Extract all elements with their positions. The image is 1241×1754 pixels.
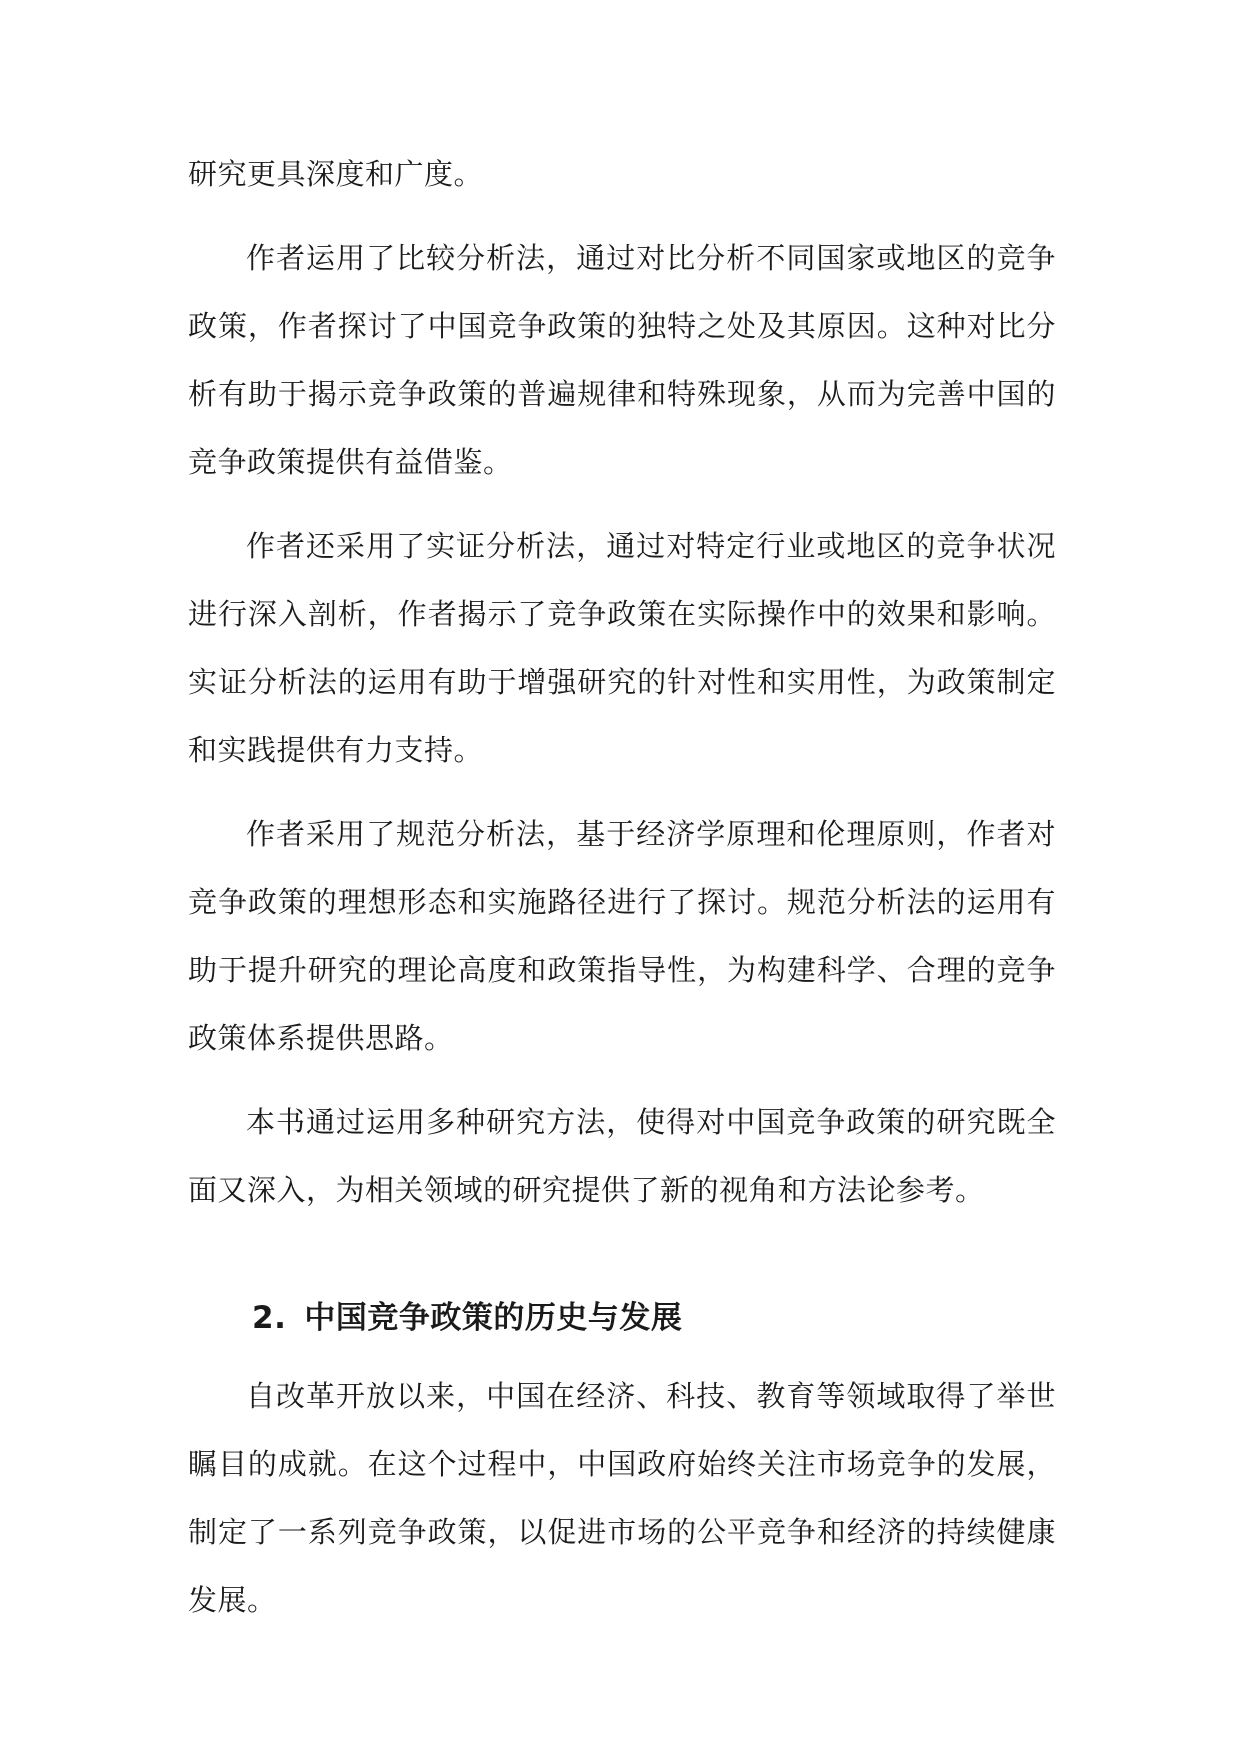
section-number: 2. [252,1300,287,1336]
paragraph-history-intro: 自改革开放以来，中国在经济、科技、教育等领域取得了举世瞩目的成就。在这个过程中，中国政府始终关注市场竞争的发展，制定了一系列竞争政策，以促进市场的公平竞争和经济的持续健康发展。 [188,1379,1056,1617]
section-title: 中国竞争政策的历史与发展 [304,1300,683,1336]
text-column [188,140,1056,1634]
section-heading [188,1284,1056,1352]
paragraph-empirical-analysis: 作者还采用了实证分析法，通过对特定行业或地区的竞争状况进行深入剖析，作者揭示了竞争政策在实际操作中的效果和影响。实证分析法的运用有助于增强研究的针对性和实用性，为政策制定和实践提供有力支持。 [188,529,1056,767]
paragraph-summary: 本书通过运用多种研究方法，使得对中国竞争政策的研究既全面又深入，为相关领域的研究提供了新的视角和方法论参考。 [188,1105,1056,1207]
paragraph-comparative-analysis: 作者运用了比较分析法，通过对比分析不同国家或地区的竞争政策，作者探讨了中国竞争政策的独特之处及其原因。这种对比分析有助于揭示竞争政策的普遍规律和特殊现象，从而为完善中国的竞争政策提供有益借鉴。 [188,241,1056,479]
paragraph-normative-analysis: 作者采用了规范分析法，基于经济学原理和伦理原则，作者对竞争政策的理想形态和实施路径进行了探讨。规范分析法的运用有助于提升研究的理论高度和政策指导性，为构建科学、合理的竞争政策体系提供思路。 [188,817,1056,1055]
paragraph-continuation: 研究更具深度和广度。 [188,157,484,191]
